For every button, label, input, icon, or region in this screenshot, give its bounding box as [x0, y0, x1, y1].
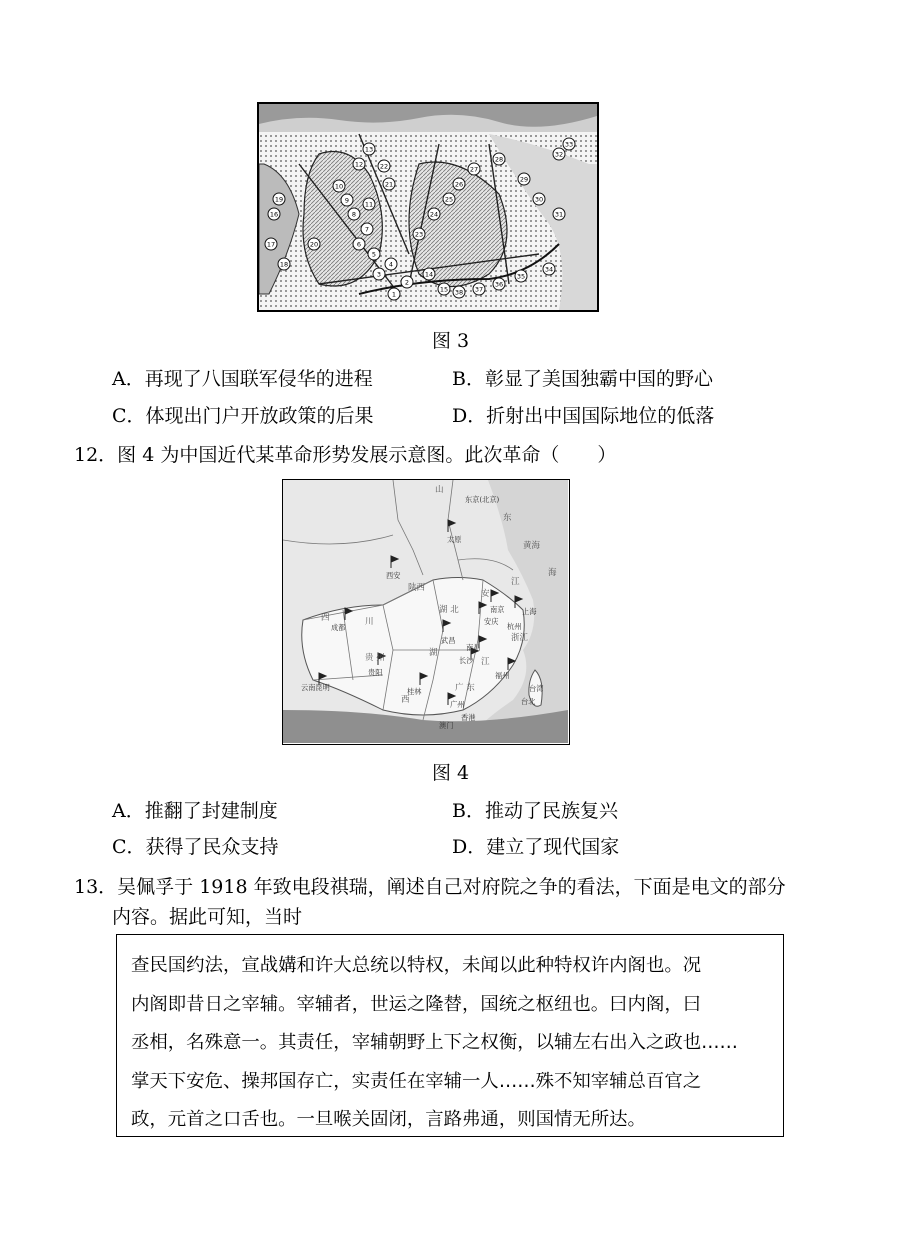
marker-number: 30: [534, 195, 544, 204]
map-label-donghai: 海: [548, 568, 557, 578]
q12-option-b: B．推动了民族复兴: [452, 800, 618, 822]
map-label-huanghai: 黄海: [523, 541, 541, 551]
marker-number: 14: [424, 270, 434, 279]
marker-number: 11: [364, 200, 374, 209]
marker-number: 17: [266, 240, 276, 249]
map-label-guangxi: 西: [401, 695, 410, 705]
map-label-guizhou: 贵 州: [365, 653, 385, 663]
marker-number: 8: [351, 210, 357, 219]
map-label-zhejiang: 浙江: [511, 633, 529, 643]
marker-number: 24: [429, 210, 439, 219]
marker-number: 32: [554, 150, 564, 159]
q12-option-c: C．获得了民众支持: [112, 836, 279, 858]
marker-number: 38: [454, 288, 464, 297]
marker-number: 15: [439, 285, 449, 294]
figure-4-map: [282, 479, 570, 745]
marker-number: 18: [279, 260, 289, 269]
marker-number: 5: [371, 250, 377, 259]
map-label-aomen: 澳门: [439, 721, 454, 730]
map-label-wuchang: 武昌: [441, 636, 456, 645]
quote-line: 掌天下安危、操邦国存亡，实责任在宰辅一人……殊不知宰辅总百官之: [131, 1070, 702, 1092]
map-label-hubei: 湖 北: [439, 605, 459, 615]
map-label-chengdu: 成都: [331, 623, 346, 632]
marker-number: 7: [364, 225, 370, 234]
q13-telegram-excerpt: [116, 934, 784, 1137]
marker-number: 12: [354, 160, 364, 169]
quote-line: 政，元首之口舌也。一旦喉关固闭，言路弗通，则国情无所达。: [131, 1109, 646, 1130]
marker-number: 19: [274, 195, 284, 204]
q11-option-a: A．再现了八国联军侵华的进程: [112, 368, 373, 390]
map-label-guiyang: 贵阳: [368, 668, 383, 677]
q11-option-c: C．体现出门户开放政策的后果: [112, 405, 374, 427]
map-label-fuzhou: 福州: [495, 671, 510, 680]
marker-number: 27: [469, 165, 479, 174]
map-label-jiangsu: 江: [511, 577, 520, 587]
map-label-shanxi: 陕西: [408, 583, 426, 593]
marker-number: 29: [519, 175, 529, 184]
map-label-hangzhou: 杭州: [507, 622, 522, 631]
figure-3-caption: 图 3: [432, 330, 470, 352]
marker-number: 37: [474, 285, 484, 294]
q13-stem-line-2: 内容。据此可知，当时: [112, 906, 303, 928]
quote-line: 内阁即昔日之宰辅。宰辅者，世运之隆替，国统之枢纽也。曰内阁，曰: [131, 993, 702, 1015]
map-label-guangdong: 广 东: [455, 683, 475, 693]
q11-option-d: D．折射出中国国际地位的低落: [452, 405, 715, 427]
marker-number: 6: [356, 240, 362, 249]
q12-option-d: D．建立了现代国家: [452, 836, 620, 858]
map-label-shandong-2: 东: [503, 513, 512, 523]
q12-option-a: A．推翻了封建制度: [112, 800, 278, 822]
map-label-shandong-1: 山: [435, 485, 444, 495]
map-label-sichuan-2: 川: [365, 617, 374, 627]
map-label-nanchang: 南昌: [466, 643, 481, 652]
q12-stem: 12．图 4 为中国近代某革命形势发展示意图。此次革命（ ）: [74, 444, 617, 466]
marker-number: 2: [404, 278, 410, 287]
marker-number: 33: [564, 140, 574, 149]
marker-number: 31: [554, 210, 564, 219]
map-label-nanjing: 南京: [490, 605, 505, 614]
map-label-sichuan-1: 四: [321, 613, 330, 623]
marker-number: 26: [454, 180, 464, 189]
map-label-yunnan: 云南昆明: [301, 683, 330, 692]
map-label-guangzhou: 广州: [450, 700, 465, 709]
map-label-dongjing: 东京(北京): [465, 495, 500, 504]
marker-number: 10: [334, 182, 344, 191]
map-label-taiwan: 台湾: [529, 684, 544, 693]
quote-line: 丞相，名殊意一。其责任，宰辅朝野上下之权衡，以辅左右出入之政也……: [131, 1032, 738, 1053]
marker-number: 9: [344, 196, 350, 205]
marker-number: 20: [309, 240, 319, 249]
marker-number: 36: [494, 280, 504, 289]
map-label-hunan: 湖: [429, 648, 438, 658]
map-label-taiyuan: 太原: [447, 535, 462, 544]
map-label-shanghai: 上海: [522, 607, 537, 616]
marker-number: 1: [391, 290, 397, 299]
figure-4-caption: 图 4: [432, 762, 470, 784]
map-label-jiangxi: 江: [481, 657, 490, 667]
marker-number: 28: [494, 155, 504, 164]
map-label-taibei: 台北: [521, 697, 536, 706]
map-label-hongkong: 香港: [461, 713, 476, 722]
marker-number: 21: [384, 180, 394, 189]
map-label-guilin: 桂林: [407, 687, 422, 696]
marker-number: 22: [379, 162, 389, 171]
marker-number: 13: [364, 145, 374, 154]
q13-stem-line-1: 13．吴佩孚于 1918 年致电段祺瑞，阐述自己对府院之争的看法，下面是电文的部分: [74, 876, 786, 898]
marker-number: 3: [376, 270, 382, 279]
map-label-anhui: 安: [481, 589, 490, 599]
marker-number: 16: [269, 210, 279, 219]
figure-3-map-image: [257, 102, 599, 312]
map-label-anqing: 安庆: [484, 617, 499, 626]
marker-number: 23: [414, 230, 424, 239]
quote-line: 查民国约法，宣战媾和许大总统以特权，未闻以此种特权许内阁也。况: [131, 955, 702, 976]
marker-number: 4: [388, 260, 394, 269]
q11-option-b: B．彰显了美国独霸中国的野心: [452, 368, 713, 390]
map-label-changsha: 长沙: [459, 656, 474, 665]
map-label-xian: 西安: [386, 571, 401, 580]
marker-number: 35: [516, 272, 526, 281]
marker-number: 25: [444, 195, 454, 204]
marker-number: 34: [544, 265, 554, 274]
